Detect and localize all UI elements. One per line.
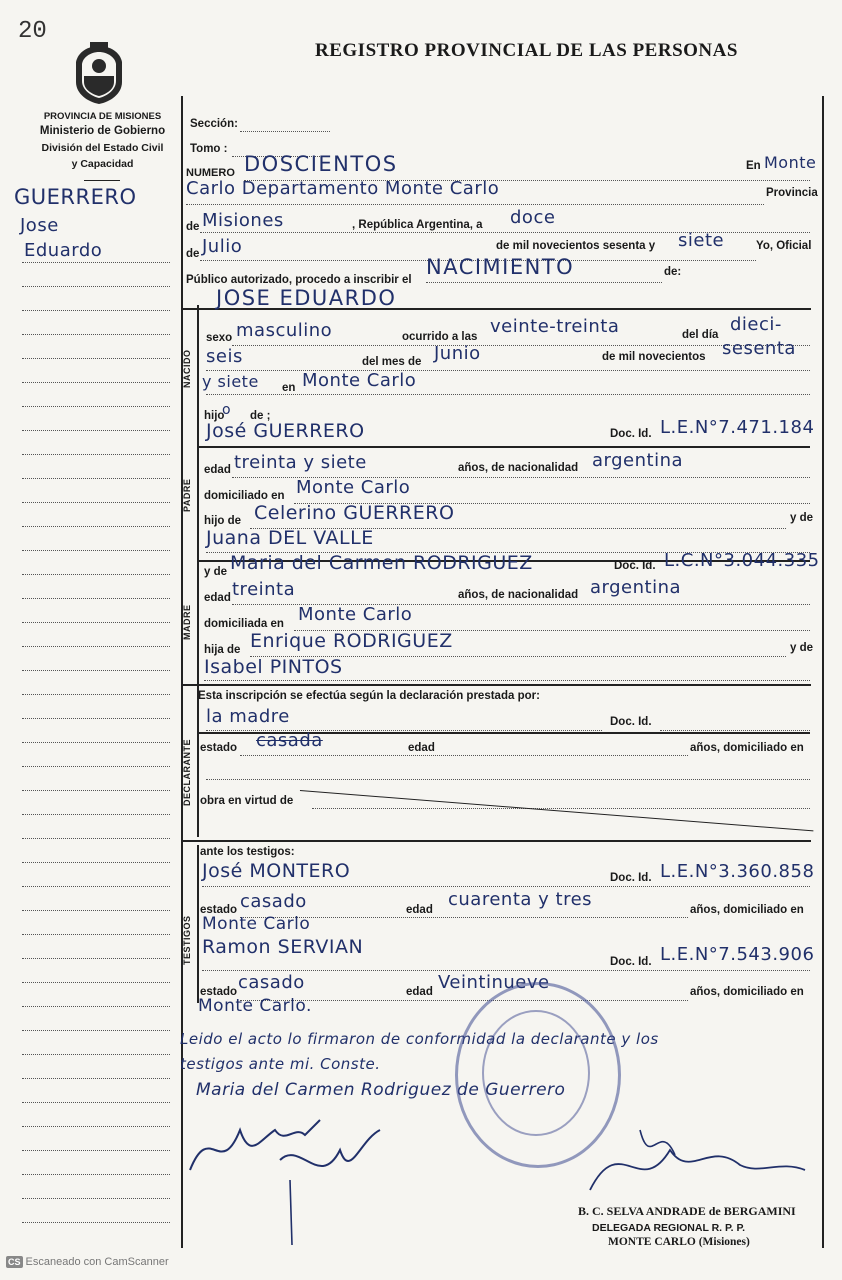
margin-line — [22, 1054, 170, 1055]
field-acto: NACIMIENTO — [426, 255, 575, 279]
margin-line — [22, 382, 170, 383]
label-republica: , República Argentina, a — [352, 219, 483, 231]
label-de-semi: de ; — [250, 410, 271, 422]
field-padre-nombre: José GUERRERO — [206, 420, 365, 442]
label-edad-madre: edad — [204, 592, 231, 604]
margin-line — [22, 910, 170, 911]
line-obra — [312, 808, 810, 809]
label-yo-oficial: Yo, Oficial — [756, 240, 812, 252]
label-de-mil: de mil novecientos sesenta y — [496, 240, 656, 252]
witness-signature-icon — [180, 1100, 410, 1250]
registry-seal-inner — [482, 1010, 590, 1136]
field-hijo-tipo: o — [222, 402, 232, 418]
field-numero: DOSCIENTOS — [244, 152, 398, 176]
margin-line — [22, 766, 170, 767]
margin-surname: GUERRERO — [14, 185, 137, 209]
label-estado-t2: estado — [200, 986, 238, 998]
official-role: DELEGADA REGIONAL R. P. P. — [592, 1222, 746, 1234]
field-madre-doc: L.C.N°3.044.335 — [664, 550, 820, 571]
side-label-testigos: TESTIGOS — [182, 915, 192, 965]
line-dia — [206, 370, 810, 371]
margin-second-name: Eduardo — [24, 240, 103, 261]
field-padre-madre: Juana DEL VALLE — [206, 527, 374, 549]
label-de-colon: de: — [664, 266, 682, 278]
field-testigo1-dom: Monte Carlo — [202, 914, 311, 934]
field-en: Monte — [764, 153, 817, 172]
margin-first-name: Jose — [20, 215, 59, 236]
field-padre-edad: treinta y siete — [234, 452, 367, 473]
label-edad-t1: edad — [406, 904, 433, 916]
label-ocurrido: ocurrido a las — [402, 331, 478, 343]
field-testigo1-edad: cuarenta y tres — [448, 889, 593, 910]
document-title: REGISTRO PROVINCIAL DE LAS PERSONAS — [315, 40, 738, 61]
margin-line — [22, 598, 170, 599]
margin-line — [22, 886, 170, 887]
margin-line — [22, 742, 170, 743]
section-rule — [197, 305, 199, 837]
field-madre-padre: Enrique RODRIGUEZ — [250, 630, 453, 652]
margin-line — [22, 406, 170, 407]
official-name: B. C. SELVA ANDRADE de BERGAMINI — [578, 1204, 796, 1218]
field-madre-madre: Isabel PINTOS — [204, 656, 343, 678]
label-anos-dom-decl: años, domiciliado en — [690, 742, 804, 754]
side-label-padre: PADRE — [182, 478, 192, 512]
label-hija-de: hija de — [204, 644, 241, 656]
field-madre-nombre: Maria del Carmen RODRIGUEZ — [230, 552, 533, 574]
field-testigo1-doc: L.E.N°3.360.858 — [660, 861, 815, 882]
line-lugar-nac — [206, 394, 810, 395]
label-hijo: hijo — [204, 410, 225, 422]
field-madre-nac: argentina — [590, 577, 682, 598]
label-del-mes: del mes de — [362, 356, 422, 368]
label-edad-t2: edad — [406, 986, 433, 998]
line-madre-madre — [204, 680, 810, 681]
field-mes-nac: Junio — [434, 343, 481, 364]
field-lugar-nac: Monte Carlo — [302, 370, 417, 391]
side-label-madre: MADRE — [182, 604, 192, 640]
scanner-footer — [6, 1256, 169, 1268]
margin-line — [22, 526, 170, 527]
mother-signature: Maria del Carmen Rodriguez de Guerrero — [196, 1080, 566, 1100]
label-hijo-de: hijo de — [204, 515, 242, 527]
camscanner-text: Escaneado con CamScanner — [25, 1256, 169, 1268]
field-padre-nac: argentina — [592, 450, 684, 471]
line-estado-decl — [240, 755, 688, 756]
margin-line — [22, 574, 170, 575]
margin-line — [22, 670, 170, 671]
field-testigo1-estado: casado — [240, 891, 307, 912]
right-rule — [822, 96, 824, 1248]
margin-line — [22, 694, 170, 695]
margin-line — [22, 1198, 170, 1199]
field-provincia: Misiones — [202, 210, 284, 231]
field-testigo2: Ramon SERVIAN — [202, 936, 364, 958]
label-de-mes: de — [186, 248, 200, 260]
field-anio-nac-2: y siete — [202, 372, 259, 391]
camscanner-badge: CS — [8, 1257, 21, 1267]
closing-text-line1: Leido el acto lo firmaron de conformidad la declarante y los — [180, 1030, 659, 1048]
line-lugar — [186, 204, 764, 205]
label-doc-declarante: Doc. Id. — [610, 716, 652, 728]
line-doc-declarante — [660, 730, 810, 731]
margin-line — [22, 1030, 170, 1031]
margin-line — [22, 982, 170, 983]
margin-line — [22, 790, 170, 791]
label-y-de-padre: y de — [790, 512, 814, 524]
field-nombre: JOSE EDUARDO — [216, 286, 397, 310]
label-publico: Público autorizado, procedo a inscribir el — [186, 274, 412, 286]
official-place: MONTE CARLO (Misiones) — [608, 1236, 750, 1248]
margin-line — [22, 1006, 170, 1007]
label-doc-madre: Doc. Id. — [614, 560, 656, 572]
cancel-stroke — [300, 790, 814, 832]
margin-line — [22, 478, 170, 479]
field-lugar: Carlo Departamento Monte Carlo — [186, 178, 500, 199]
field-mes: Julio — [202, 236, 243, 257]
label-seccion: Sección: — [190, 118, 238, 130]
field-testigo2-dom: Monte Carlo. — [198, 996, 312, 1016]
label-edad-padre: edad — [204, 464, 231, 476]
label-obra: obra en virtud de — [200, 795, 294, 807]
org-capacity: y Capacidad — [71, 158, 134, 170]
line-seccion — [240, 131, 330, 132]
line-acto — [426, 282, 662, 283]
margin-line — [22, 1126, 170, 1127]
label-en: En — [746, 160, 761, 172]
margin-line — [22, 1102, 170, 1103]
label-ante-testigos: ante los testigos: — [200, 846, 295, 858]
official-signature-icon — [580, 1110, 815, 1210]
field-hora: veinte-treinta — [490, 316, 620, 337]
label-edad-decl: edad — [408, 742, 435, 754]
margin-line — [22, 286, 170, 287]
provincial-crest-icon — [70, 42, 128, 106]
label-domiciliado-padre: domiciliado en — [204, 490, 285, 502]
label-domiciliada: domiciliada en — [204, 618, 284, 630]
margin-line — [22, 550, 170, 551]
margin-line — [22, 1222, 170, 1223]
margin-line — [22, 1150, 170, 1151]
org-province: PROVINCIA DE MISIONES — [43, 111, 162, 122]
margin-line — [22, 334, 170, 335]
margin-line — [22, 718, 170, 719]
field-padre-dom: Monte Carlo — [296, 477, 411, 498]
label-estado-decl: estado — [200, 742, 238, 754]
margin-line — [22, 934, 170, 935]
label-doc-padre: Doc. Id. — [610, 428, 652, 440]
field-madre-edad: treinta — [232, 579, 296, 600]
side-label-declarante: DECLARANTE — [182, 739, 192, 806]
divider-padre — [197, 446, 810, 448]
field-dia-nac: dieci- — [730, 314, 782, 335]
field-anio-nac: sesenta — [722, 338, 796, 359]
margin-line — [22, 502, 170, 503]
field-decl-estado: casada — [256, 730, 323, 751]
field-declarante: la madre — [206, 706, 290, 727]
margin-line — [22, 1174, 170, 1175]
label-anos-dom-t1: años, domiciliado en — [690, 904, 804, 916]
label-y-de-madre: y de — [204, 566, 228, 578]
label-anos-nac-padre: años, de nacionalidad — [458, 462, 579, 474]
line-testigo2 — [202, 970, 810, 971]
field-padre-doc: L.E.N°7.471.184 — [660, 417, 815, 438]
label-sexo: sexo — [206, 332, 233, 344]
margin-line — [22, 958, 170, 959]
label-estado-t1: estado — [200, 904, 238, 916]
margin-line — [22, 622, 170, 623]
divider-testigos — [181, 840, 811, 842]
label-doc-testigo2: Doc. Id. — [610, 956, 652, 968]
line-testigo1 — [202, 886, 810, 887]
field-padre-padre: Celerino GUERRERO — [254, 502, 455, 524]
org-division: División del Estado Civil — [41, 142, 164, 154]
margin-rule — [84, 180, 120, 181]
margin-line — [22, 646, 170, 647]
main-rule — [181, 96, 183, 1248]
field-testigo2-estado: casado — [238, 972, 305, 993]
label-anos-dom-t2: años, domiciliado en — [690, 986, 804, 998]
divider-inscripcion — [181, 684, 811, 686]
label-doc-testigo1: Doc. Id. — [610, 872, 652, 884]
field-fecha-dia: doce — [510, 207, 556, 228]
label-de-mil-nov: de mil novecientos — [602, 351, 706, 363]
label-del-dia: del día — [682, 329, 719, 341]
field-testigo2-edad: Veintinueve — [438, 972, 550, 993]
page-number: 20 — [18, 18, 47, 45]
margin-line — [22, 262, 170, 263]
field-sexo: masculino — [236, 320, 333, 341]
margin-line — [22, 814, 170, 815]
line-decl-extra — [206, 779, 810, 780]
label-numero: NUMERO — [186, 167, 235, 179]
field-testigo2-doc: L.E.N°7.543.906 — [660, 944, 815, 965]
label-tomo: Tomo : — [190, 143, 228, 155]
margin-line — [22, 310, 170, 311]
label-inscripcion: Esta inscripción se efectúa según la declaración prestada por: — [198, 690, 540, 702]
field-testigo1: José MONTERO — [202, 860, 351, 882]
side-label-nacido: NACIDO — [182, 349, 192, 388]
label-anos-nac-madre: años, de nacionalidad — [458, 589, 579, 601]
margin-line — [22, 1078, 170, 1079]
margin-line — [22, 358, 170, 359]
field-madre-dom: Monte Carlo — [298, 604, 413, 625]
section-rule-2 — [197, 845, 199, 1003]
org-ministry: Ministerio de Gobierno — [39, 125, 166, 137]
label-en-lugar: en — [282, 382, 296, 394]
field-anio: siete — [678, 230, 725, 251]
label-y-de-madre-2: y de — [790, 642, 814, 654]
margin-line — [22, 454, 170, 455]
closing-text-line2: testigos ante mi. Conste. — [180, 1055, 381, 1073]
margin-line — [22, 430, 170, 431]
margin-line — [22, 862, 170, 863]
margin-line — [22, 838, 170, 839]
label-provincia: Provincia — [766, 187, 818, 199]
label-de-provincia: de — [186, 221, 200, 233]
field-dia-nac-2: seis — [206, 346, 243, 367]
